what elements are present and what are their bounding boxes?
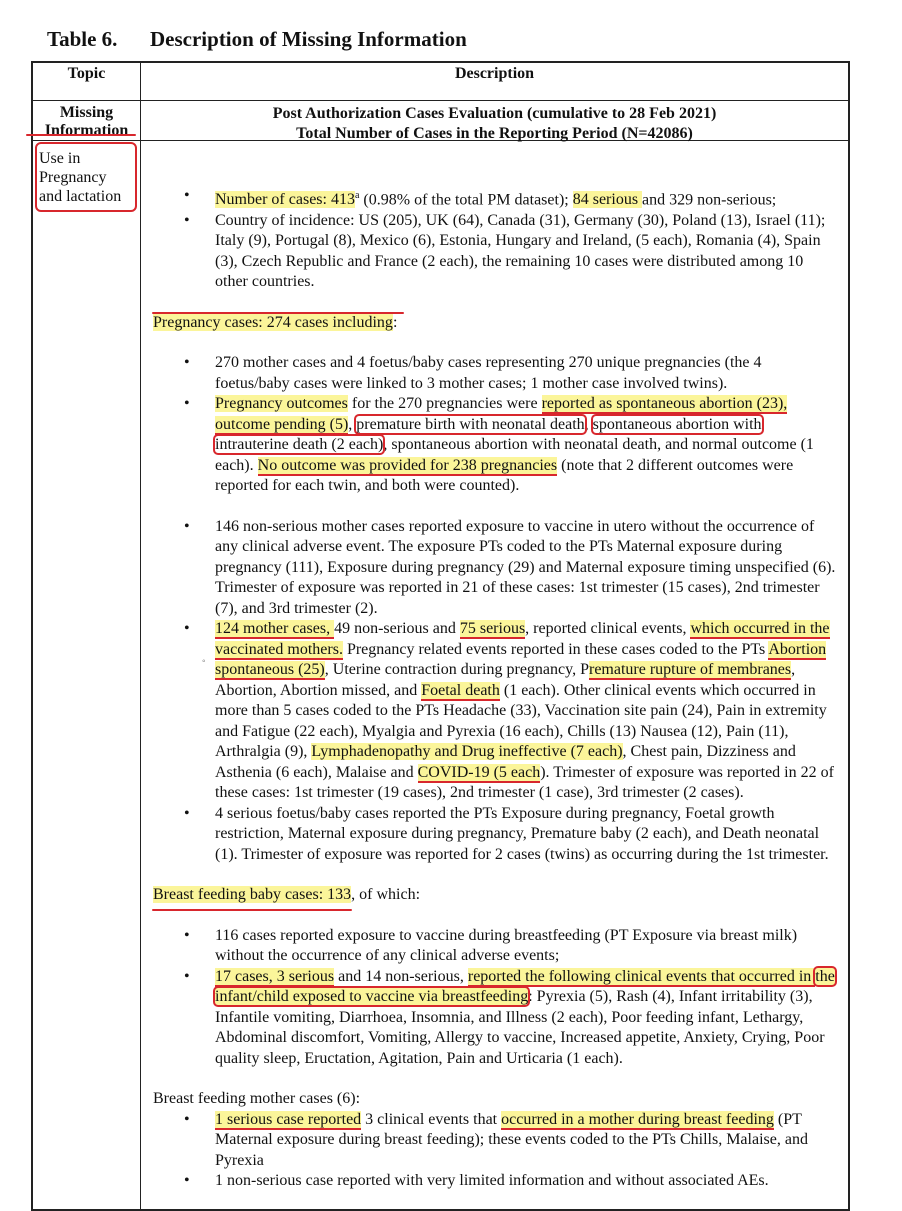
table-title [47, 27, 467, 52]
hl-mother-breastfeeding: occurred in a mother during breast feeding [501, 1110, 774, 1128]
text: , spontaneous abortion with neonatal death, and normal outcome (1 each). [215, 436, 814, 474]
text: : [392, 313, 398, 331]
list-item [215, 619, 836, 804]
row-label-line2: Information [44, 122, 129, 139]
text: ). Trimester of exposure was reported in 22 of these cases: 1st trimester (19 cases), 2nd trimester (1 case), 3rd trimester (2 cases). [215, 763, 834, 802]
topic-line3: and lactation [39, 188, 122, 205]
breastfeeding-mother-list [153, 1110, 836, 1192]
section-heading-line2: Total Number of Cases in the Reporting Period (N=42086) [296, 125, 693, 142]
text: and 14 non-serious, [334, 967, 468, 985]
column-divider [140, 63, 141, 1209]
list-item: • Country of incidence: US (205), UK (64), Canada (31), Germany (30), Poland (13), Israel (11); Italy (9), Portugal (8), Mexico (6), Estonia, Hungary and Ireland, (5 each), Romania (4), Spain (3), Czech Republic and France (2 each), the remaining 10 cases were distributed among 10 other countries. [215, 211, 836, 293]
hl-serious: 84 serious [572, 191, 643, 209]
text: (1 each). Other clinical events which occurred in more than 5 cases coded to the PTs Headache (33), Vaccination site pain (24), Pain in extremity and Fatigue (22 each), Myalgia and Pyrexia (16 each), Chills (13) Nausea (12), Pain (11), Arthralgia (9), [215, 681, 827, 761]
row-label-line1: Missing [59, 104, 114, 121]
text: (0.98% of the total PM dataset); [359, 191, 573, 209]
text: , [584, 415, 593, 433]
boxed-infant-exposed: the infant/child exposed to vaccine via breastfeeding [215, 967, 835, 1006]
pregnancy-list [153, 353, 836, 497]
pregnancy-heading [153, 313, 836, 334]
text: , Uterine contraction during pregnancy, P [324, 661, 589, 679]
description-content [153, 176, 836, 1192]
missing-information-table [31, 61, 850, 1211]
boxed-premature-birth: premature birth with neonatal death [356, 415, 585, 433]
table-title-text: Description of Missing Information [150, 27, 467, 51]
hl-1-serious: 1 serious case reported [215, 1110, 362, 1128]
stray-mark: ◦ [202, 656, 206, 667]
header-description: Description [454, 65, 535, 82]
list-item [215, 967, 836, 1070]
hl-17-cases: 17 cases, 3 serious [215, 967, 335, 985]
text: : Pyrexia (5), Rash (4), Infant irritability (3), Infantile vomiting, Diarrhoea, Insomnia, and Illness (2 each), Poor feeding infant, Lethargy, Abdominal discomfort, Vomiting, Allergy to vaccine, Increased appetite, Anxiety, Crying, Poor quality sleep, Eructation, Agitation, Pain and Urticaria (1 each). [215, 988, 825, 1067]
hl-vaccinated-mothers: which occurred in the vaccinated mothers. [215, 620, 830, 658]
hl-clinical-events: reported the following clinical events that occurred in [467, 967, 816, 985]
section-heading-line1: Post Authorization Cases Evaluation (cumulative to 28 Feb 2021) [272, 105, 717, 122]
annotation-underline-missing-info [26, 134, 136, 136]
text: , of which: [351, 886, 421, 904]
table-number: Table 6. [47, 27, 118, 51]
list-item: • 270 mother cases and 4 foetus/baby cases representing 270 unique pregnancies (the 4 foetus/baby cases were linked to 3 mother cases; 1 mother case involved twins). [215, 353, 836, 394]
annotation-underline-breastfeeding [152, 909, 352, 911]
text: , [348, 415, 357, 433]
hl-abortion-spontaneous: Abortion spontaneous (25) [215, 640, 827, 679]
breastfeeding-mother-heading: Breast feeding mother cases (6): [153, 1090, 361, 1108]
text: 3 clinical events that [361, 1110, 502, 1128]
list-item [215, 1110, 836, 1172]
hl-covid: COVID-19 (5 each [417, 763, 541, 781]
hl-mother-cases: 124 mother cases, [215, 620, 335, 638]
text: , Chest pain, Dizziness and Asthenia (6 each), Malaise and [215, 743, 796, 781]
text: , reported clinical events, [525, 620, 691, 638]
text: , Abortion, Abortion missed, and [215, 661, 796, 699]
topic-line2: Pregnancy [39, 169, 107, 186]
hl-number-of-cases: Number of cases: 413 [215, 191, 355, 209]
list-item: • 146 non-serious mother cases reported exposure to vaccine in utero without the occurrence of any clinical adverse event. The exposure PTs coded to the PTs Maternal exposure during pregnancy (111), Exposure during pregnancy (29) and Maternal exposure timing unspecified (6). Trimester of exposure was reported in 21 of these cases: 1st trimester (15 cases), 2nd trimester (7), and 3rd trimester (2). [215, 517, 836, 620]
footnote-marker: a [354, 190, 360, 201]
text: (PT Maternal exposure during breast feeding); these events coded to the PTs Chills, Malaise, and Pyrexia [215, 1110, 808, 1169]
hl-breastfeeding-baby: Breast feeding baby cases: 133 [153, 886, 352, 904]
breastfeeding-baby-heading [153, 885, 836, 906]
list-item: • 1 non-serious case reported with very limited information and without associated AEs. [215, 1171, 836, 1192]
pregnancy-list-2 [153, 517, 836, 866]
hl-75-serious: 75 serious [459, 620, 526, 638]
summary-list [153, 186, 836, 293]
hl-outcomes: Pregnancy outcomes [215, 395, 348, 413]
hl-spontaneous-abortion: reported as spontaneous abortion (23), outcome pending (5) [215, 395, 788, 433]
text: and 329 non-serious; [642, 191, 777, 209]
header-topic: Topic [67, 65, 106, 82]
text: Pregnancy related events reported in these cases coded to the PTs [342, 640, 769, 658]
breastfeeding-baby-list [153, 926, 836, 1070]
topic-line1: Use in [39, 150, 81, 167]
hl-foetal-death: Foetal death [421, 681, 500, 699]
annotation-underline-pregnancy [152, 312, 404, 314]
list-item: • 116 cases reported exposure to vaccine during breastfeeding (PT Exposure via breast milk) without the occurrence of any clinical adverse events; [215, 926, 836, 967]
hl-premature-rupture: remature rupture of membranes [588, 661, 792, 679]
annotation-box-topic [35, 142, 137, 212]
hl-pregnancy-cases: Pregnancy cases: 274 cases including [153, 313, 393, 331]
boxed-intrauterine-death: spontaneous abortion with intrauterine death (2 each) [215, 415, 762, 454]
list-item [215, 186, 836, 211]
hl-no-outcome: No outcome was provided for 238 pregnancies [257, 456, 558, 474]
text: for the 270 pregnancies were [347, 395, 542, 413]
header-divider [33, 100, 848, 101]
text: 49 non-serious and [334, 620, 460, 638]
text: (note that 2 different outcomes were reported for each twin, and both were counted). [215, 456, 794, 495]
list-item: • 4 serious foetus/baby cases reported the PTs Exposure during pregnancy, Foetal growth restriction, Maternal exposure during pregnancy, Premature baby (2 each), and Death neonatal (1). Trimester of exposure was reported for 2 cases (twins) as occurring during the 1st trimester. [215, 804, 836, 866]
list-item [215, 394, 836, 497]
section-heading [141, 104, 848, 144]
hl-lymphadenopathy: Lymphadenopathy and Drug ineffective (7 each) [311, 743, 623, 761]
